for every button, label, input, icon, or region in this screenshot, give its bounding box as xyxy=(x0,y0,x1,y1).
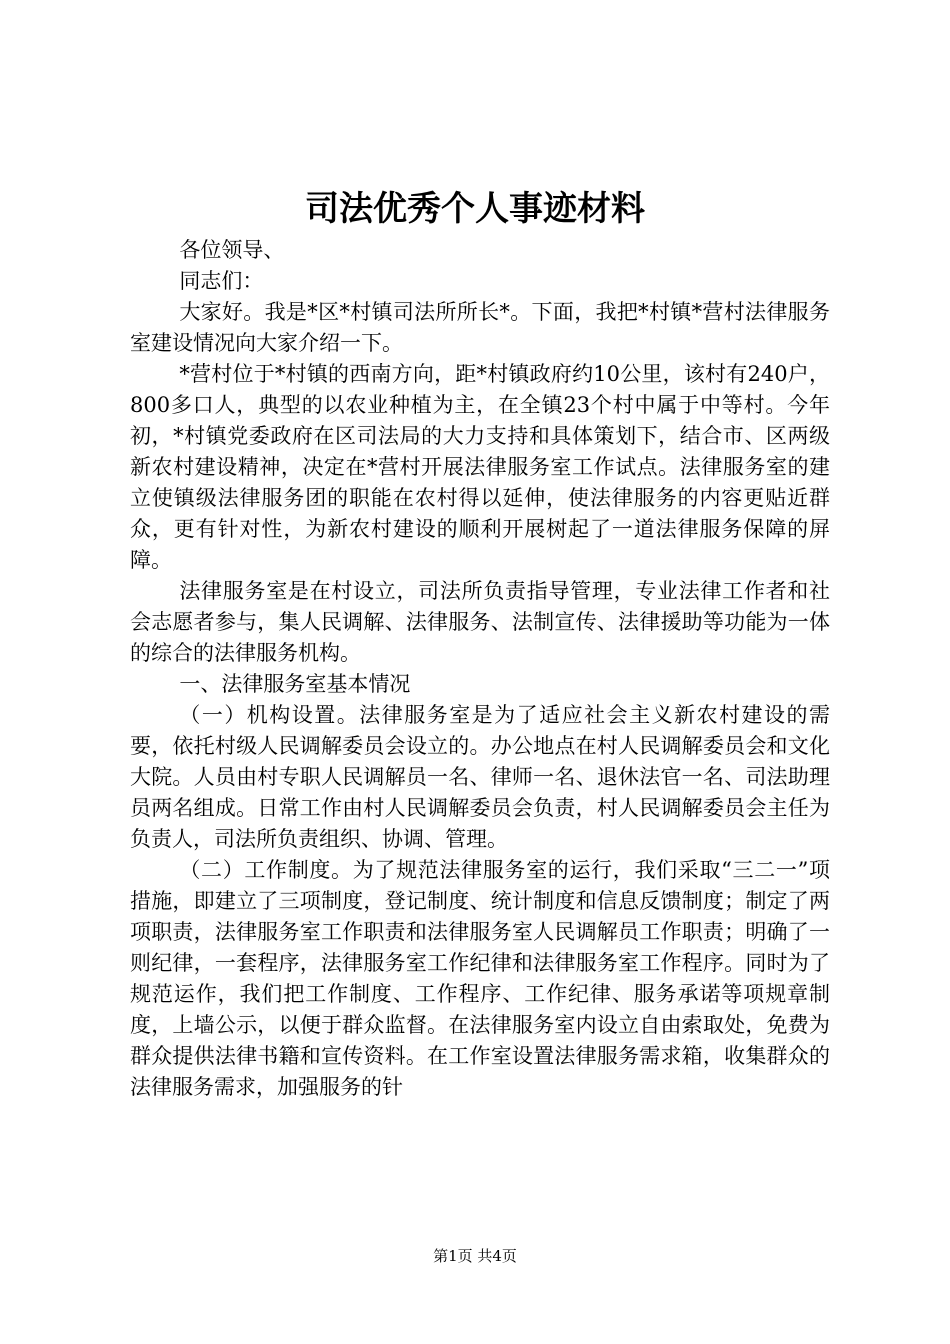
salutation-leaders: 各位领导、 xyxy=(179,238,285,262)
paragraph-work-system: （二）工作制度。为了规范法律服务室的运行，我们采取“三二一”项措施，即建立了三项制度，登记制度、统计制度和信息反馈制度；制定了两项职责，法律服务室工作职责和法律服务室人民调解员工作职责；明确了一则纪律，一套程序，法律服务室工作纪律和法律服务室工作程序。同时为了规范运作，我们把工作制度、工作程序、工作纪律、服务承诺等项规章制度，上墙公示，以便于群众监督。在法律服务室内设立自由索取处，免费为群众提供法律书籍和宣传资料。在工作室设置法律服务需求箱，收集群众的法律服务需求，加强服务的针 xyxy=(130,858,830,1099)
salutation-comrades: 同志们： xyxy=(179,269,264,293)
section-heading-basic: 一、法律服务室基本情况 xyxy=(179,672,411,696)
document-title: 司法优秀个人事迹材料 xyxy=(305,189,645,229)
paragraph-organization: （一）机构设置。法律服务室是为了适应社会主义新农村建设的需要，依托村级人民调解委员会设立的。办公地点在村人民调解委员会和文化大院。人员由村专职人民调解员一名、律师一名、退休法官一名、司法助理员两名组成。日常工作由村人民调解委员会负责，村人民调解委员会主任为负责人，司法所负责组织、协调、管理。 xyxy=(130,703,830,851)
page-footer: 第1页 共4页 xyxy=(433,1247,517,1265)
paragraph-service-room: 法律服务室是在村设立，司法所负责指导管理，专业法律工作者和社会志愿者参与，集人民调解、法律服务、法制宣传、法律援助等功能为一体的综合的法律服务机构。 xyxy=(130,579,830,665)
paragraph-intro: 大家好。我是*区*村镇司法所所长*。下面，我把*村镇*营村法律服务室建设情况向大家介绍一下。 xyxy=(130,300,830,355)
paragraph-village: *营村位于*村镇的西南方向，距*村镇政府约10公里，该村有240户，800多口人，典型的以农业种植为主，在全镇23个村中属于中等村。今年初，*村镇党委政府在区司法局的大力支持和具体策划下，结合市、区两级新农村建设精神，决定在*营村开展法律服务室工作试点。法律服务室的建立使镇级法律服务团的职能在农村得以延伸，使法律服务的内容更贴近群众，更有针对性，为新农村建设的顺利开展树起了一道法律服务保障的屏障。 xyxy=(130,362,830,572)
document-body xyxy=(130,235,830,1103)
